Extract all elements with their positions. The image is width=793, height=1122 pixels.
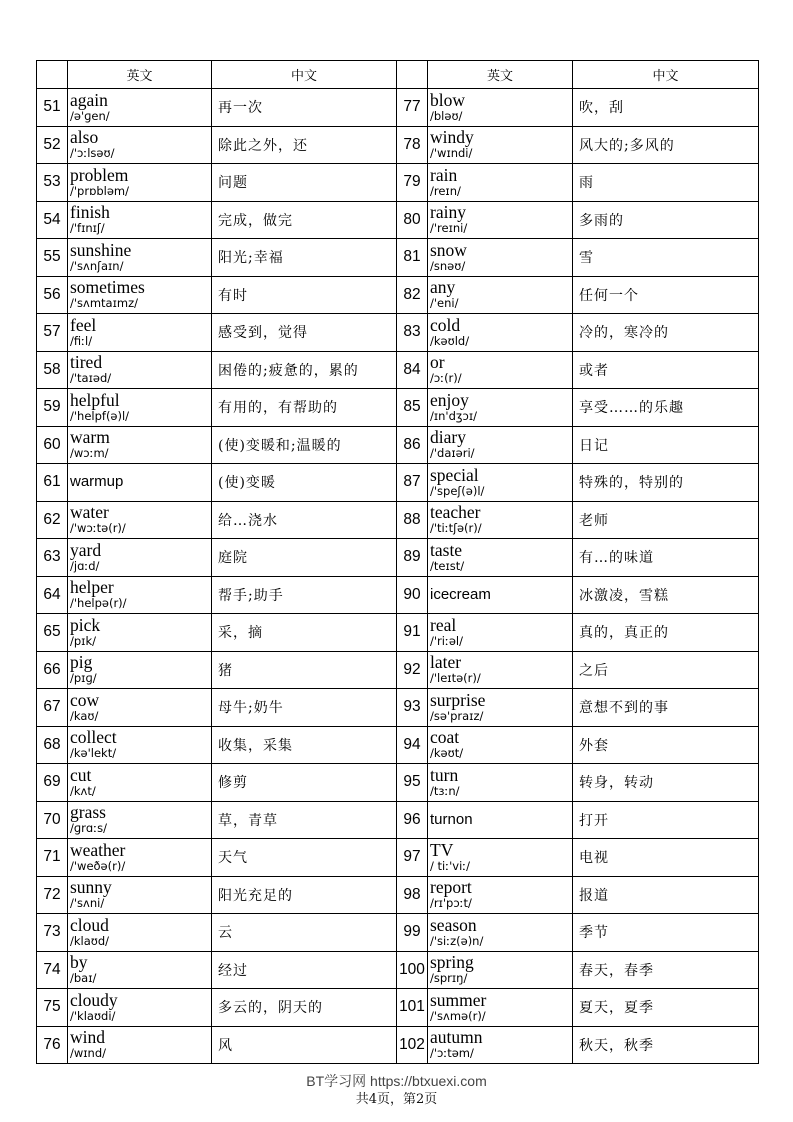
entry-number: 80 [397,201,428,239]
entry-number: 102 [397,1026,428,1064]
english-cell [68,314,212,352]
english-cell [68,164,212,202]
chinese-meaning: 享受……的乐趣 [573,389,759,427]
english-cell [68,126,212,164]
english-word: or [430,352,445,373]
entry-number: 78 [397,126,428,164]
english-cell [428,201,573,239]
phonetic-transcription: /'taɪəd/ [70,371,112,386]
chinese-meaning: 阳光;幸福 [212,239,397,277]
english-word: teacher [430,502,481,523]
english-cell [68,389,212,427]
phonetic-transcription: /bləʊ/ [430,108,463,123]
chinese-meaning: 采，摘 [212,614,397,652]
chinese-meaning: 冰激凌，雪糕 [573,576,759,614]
phonetic-transcription: /klaʊd/ [70,933,110,948]
phonetic-transcription: /'sʌnʃaɪn/ [70,258,124,273]
phonetic-transcription: /ɡrɑːs/ [70,821,107,836]
english-word: by [70,952,88,973]
entry-number: 83 [397,314,428,352]
english-word: collect [70,727,117,748]
english-word: blow [430,89,465,110]
chinese-meaning: 电视 [573,839,759,877]
chinese-meaning: 风大的;多风的 [573,126,759,164]
chinese-meaning: 之后 [573,651,759,689]
english-cell [68,464,212,502]
english-cell [68,239,212,277]
header-number-right [397,61,428,89]
phonetic-transcription: /'leɪtə(r)/ [430,671,481,686]
english-word: sometimes [70,277,145,298]
english-cell [68,651,212,689]
phonetic-transcription: /kəʊld/ [430,333,470,348]
chinese-meaning: 特殊的，特别的 [573,464,759,502]
table-row [37,764,759,802]
english-word: special [430,464,479,485]
english-word: sunshine [70,239,132,260]
english-word: cloudy [70,989,118,1010]
english-word: finish [70,202,110,223]
english-word: weather [70,839,126,860]
chinese-meaning: 转身，转动 [573,764,759,802]
chinese-meaning: 草，青草 [212,801,397,839]
chinese-meaning: 再一次 [212,89,397,127]
chinese-meaning: 修剪 [212,764,397,802]
phonetic-transcription: /'sʌni/ [70,896,105,911]
header-chinese-right: 中文 [573,61,759,89]
english-cell [68,876,212,914]
phonetic-transcription: /'speʃ(ə)l/ [430,483,485,498]
chinese-meaning: 完成，做完 [212,201,397,239]
english-word: diary [430,427,466,448]
english-cell [428,464,573,502]
chinese-meaning: 雪 [573,239,759,277]
table-row [37,314,759,352]
entry-number: 69 [37,764,68,802]
phonetic-transcription: /kʌt/ [70,783,96,798]
phonetic-transcription: /rɪ'pɔːt/ [430,896,472,911]
entry-number: 86 [397,426,428,464]
table-row [37,464,759,502]
entry-number: 93 [397,689,428,727]
english-cell [428,914,573,952]
english-word: TV [430,839,454,860]
chinese-meaning: 春天，春季 [573,951,759,989]
english-cell [68,914,212,952]
table-row [37,351,759,389]
english-cell [428,651,573,689]
chinese-meaning: 真的，真正的 [573,614,759,652]
english-cell [428,276,573,314]
english-word: rainy [430,202,466,223]
english-word: wind [70,1027,105,1048]
chinese-meaning: 帮手;助手 [212,576,397,614]
table-row [37,839,759,877]
english-cell [68,951,212,989]
english-cell [68,989,212,1027]
entry-number: 94 [397,726,428,764]
entry-number: 68 [37,726,68,764]
chinese-meaning: (使)变暖和;温暖的 [212,426,397,464]
english-word: later [430,652,462,673]
english-cell [68,576,212,614]
chinese-meaning: 任何一个 [573,276,759,314]
table-row [37,426,759,464]
entry-number: 64 [37,576,68,614]
entry-number: 79 [397,164,428,202]
footer-site: BT学习网 https://btxuexi.com [306,1073,487,1089]
chinese-meaning: 猪 [212,651,397,689]
entry-number: 67 [37,689,68,727]
phonetic-transcription: /'siːz(ə)n/ [430,933,484,948]
entry-number: 89 [397,539,428,577]
header-english-right: 英文 [428,61,573,89]
table-row [37,501,759,539]
entry-number: 63 [37,539,68,577]
english-word: windy [430,127,474,148]
english-word: warm [70,427,110,448]
entry-number: 55 [37,239,68,277]
english-cell [428,989,573,1027]
phonetic-transcription: /'fɪnɪʃ/ [70,221,105,236]
phonetic-transcription: /ə'ɡen/ [70,108,110,123]
english-cell [428,164,573,202]
chinese-meaning: 感受到，觉得 [212,314,397,352]
phonetic-transcription: /ɔː(r)/ [430,371,462,386]
entry-number: 92 [397,651,428,689]
english-cell [428,839,573,877]
entry-number: 82 [397,276,428,314]
english-cell [68,689,212,727]
chinese-meaning: 除此之外，还 [212,126,397,164]
phonetic-transcription: /'wɪndi/ [430,146,473,161]
phonetic-transcription: /'daɪəri/ [430,446,475,461]
english-word: enjoy [430,389,469,410]
table-row [37,689,759,727]
chinese-meaning: 雨 [573,164,759,202]
table-row [37,389,759,427]
phonetic-transcription: /'sʌmə(r)/ [430,1008,486,1023]
entry-number: 81 [397,239,428,277]
english-word: tired [70,352,103,373]
table-header-row [37,61,759,89]
phonetic-transcription: /'weðə(r)/ [70,858,126,873]
entry-number: 62 [37,501,68,539]
table-row [37,614,759,652]
chinese-meaning: 给…浇水 [212,501,397,539]
chinese-meaning: 有用的，有帮助的 [212,389,397,427]
table-row [37,801,759,839]
chinese-meaning: 问题 [212,164,397,202]
english-cell [428,614,573,652]
english-word: grass [70,802,106,823]
english-word: rain [430,164,458,185]
chinese-meaning: 收集，采集 [212,726,397,764]
english-cell [68,89,212,127]
phonetic-transcription: /kə'lekt/ [70,746,117,761]
english-cell [68,501,212,539]
english-cell [68,726,212,764]
entry-number: 60 [37,426,68,464]
entry-number: 58 [37,351,68,389]
chinese-meaning: 有…的味道 [573,539,759,577]
entry-number: 98 [397,876,428,914]
entry-number: 56 [37,276,68,314]
entry-number: 72 [37,876,68,914]
english-word: season [430,914,477,935]
entry-number: 74 [37,951,68,989]
chinese-meaning: 秋天，秋季 [573,1026,759,1064]
chinese-meaning: 或者 [573,351,759,389]
chinese-meaning: (使)变暖 [212,464,397,502]
entry-number: 52 [37,126,68,164]
entry-number: 99 [397,914,428,952]
english-word: helper [70,577,114,598]
english-cell [428,764,573,802]
phonetic-transcription: /ɪn'dʒɔɪ/ [430,408,478,423]
entry-number: 53 [37,164,68,202]
english-cell [428,126,573,164]
entry-number: 75 [37,989,68,1027]
english-word: yard [70,539,102,560]
phonetic-transcription: /pɪɡ/ [70,671,97,686]
entry-number: 66 [37,651,68,689]
chinese-meaning: 多云的，阴天的 [212,989,397,1027]
phonetic-transcription: /'wɔːtə(r)/ [70,521,126,536]
chinese-meaning: 风 [212,1026,397,1064]
chinese-meaning: 老师 [573,501,759,539]
english-word: turnon [430,810,473,828]
phonetic-transcription: /'ɔːlsəʊ/ [70,146,115,161]
english-word: also [70,127,99,148]
english-cell [68,1026,212,1064]
phonetic-transcription: /'ɔːtəm/ [430,1046,474,1061]
english-cell [68,351,212,389]
header-number-left [37,61,68,89]
english-word: autumn [430,1027,483,1048]
english-word: cloud [70,914,109,935]
chinese-meaning: 外套 [573,726,759,764]
english-word: problem [70,164,129,185]
english-word: feel [70,314,97,335]
english-cell [428,351,573,389]
table-row [37,651,759,689]
chinese-meaning: 多雨的 [573,201,759,239]
english-cell [68,201,212,239]
phonetic-transcription: /wɔːm/ [70,446,109,461]
chinese-meaning: 母牛;奶牛 [212,689,397,727]
english-cell [68,426,212,464]
english-cell [428,1026,573,1064]
english-cell [428,689,573,727]
english-cell [428,314,573,352]
chinese-meaning: 阳光充足的 [212,876,397,914]
english-word: surprise [430,689,486,710]
entry-number: 90 [397,576,428,614]
chinese-meaning: 有时 [212,276,397,314]
phonetic-transcription: /'helpə(r)/ [70,596,127,611]
english-word: warmup [70,473,124,491]
footer-page-number: 共4页，第2页 [355,1092,438,1107]
english-word: taste [430,539,463,560]
chinese-meaning: 报道 [573,876,759,914]
entry-number: 96 [397,801,428,839]
chinese-meaning: 夏天，夏季 [573,989,759,1027]
english-word: pick [70,614,101,635]
phonetic-transcription: /snəʊ/ [430,258,466,273]
table-row [37,1026,759,1064]
phonetic-transcription: /'reɪni/ [430,221,468,236]
phonetic-transcription: /baɪ/ [70,971,97,986]
chinese-meaning: 庭院 [212,539,397,577]
phonetic-transcription: /'tiːtʃə(r)/ [430,521,482,536]
table-row [37,276,759,314]
english-word: coat [430,727,460,748]
entry-number: 71 [37,839,68,877]
vocabulary-table [36,60,759,1064]
english-word: pig [70,652,93,673]
entry-number: 100 [397,951,428,989]
english-cell [68,801,212,839]
english-cell [428,726,573,764]
english-cell [428,576,573,614]
entry-number: 70 [37,801,68,839]
english-cell [428,951,573,989]
table-row [37,914,759,952]
table-row [37,201,759,239]
chinese-meaning: 打开 [573,801,759,839]
english-cell [428,89,573,127]
phonetic-transcription: /reɪn/ [430,183,461,198]
english-cell [68,839,212,877]
english-cell [428,501,573,539]
entry-number: 77 [397,89,428,127]
entry-number: 85 [397,389,428,427]
entry-number: 84 [397,351,428,389]
english-word: cow [70,689,100,710]
phonetic-transcription: /sə'praɪz/ [430,708,484,723]
english-word: water [70,502,109,523]
chinese-meaning: 意想不到的事 [573,689,759,727]
phonetic-transcription: /tɜːn/ [430,783,460,798]
entry-number: 88 [397,501,428,539]
phonetic-transcription: /kəʊt/ [430,746,464,761]
english-word: again [70,89,108,110]
phonetic-transcription: /sprɪŋ/ [430,971,468,986]
english-cell [68,614,212,652]
english-cell [428,426,573,464]
table-row [37,239,759,277]
english-cell [428,239,573,277]
table-row [37,539,759,577]
entry-number: 97 [397,839,428,877]
phonetic-transcription: /fiːl/ [70,333,93,348]
table-row [37,989,759,1027]
phonetic-transcription: /'riːəl/ [430,633,463,648]
header-english-left: 英文 [68,61,212,89]
entry-number: 91 [397,614,428,652]
english-word: any [430,277,456,298]
english-cell [428,539,573,577]
chinese-meaning: 经过 [212,951,397,989]
entry-number: 87 [397,464,428,502]
table-row [37,951,759,989]
english-word: turn [430,764,459,785]
english-word: summer [430,989,487,1010]
table-row [37,576,759,614]
table-row [37,726,759,764]
entry-number: 57 [37,314,68,352]
english-word: helpful [70,389,120,410]
chinese-meaning: 天气 [212,839,397,877]
entry-number: 76 [37,1026,68,1064]
phonetic-transcription: /'helpf(ə)l/ [70,408,130,423]
chinese-meaning: 冷的，寒冷的 [573,314,759,352]
english-cell [428,801,573,839]
english-word: cold [430,314,461,335]
header-chinese-left: 中文 [212,61,397,89]
phonetic-transcription: /wɪnd/ [70,1046,107,1061]
table-row [37,164,759,202]
phonetic-transcription: /'prɒbləm/ [70,183,130,198]
phonetic-transcription: /'eni/ [430,296,459,311]
entry-number: 59 [37,389,68,427]
english-word: snow [430,239,467,260]
english-cell [68,276,212,314]
chinese-meaning: 困倦的;疲惫的，累的 [212,351,397,389]
phonetic-transcription: /kaʊ/ [70,708,99,723]
chinese-meaning: 日记 [573,426,759,464]
entry-number: 54 [37,201,68,239]
entry-number: 101 [397,989,428,1027]
english-word: report [430,877,472,898]
phonetic-transcription: /'sʌmtaɪmz/ [70,296,138,311]
phonetic-transcription: /pɪk/ [70,633,96,648]
table-row [37,876,759,914]
phonetic-transcription: / tiː'viː/ [430,858,471,873]
english-cell [428,389,573,427]
english-word: icecream [430,585,491,603]
phonetic-transcription: /teɪst/ [430,558,465,573]
phonetic-transcription: /'klaʊdi/ [70,1008,116,1023]
english-word: spring [430,952,474,973]
table-row [37,126,759,164]
english-word: real [430,614,457,635]
entry-number: 61 [37,464,68,502]
english-cell [68,764,212,802]
chinese-meaning: 季节 [573,914,759,952]
chinese-meaning: 云 [212,914,397,952]
entry-number: 51 [37,89,68,127]
entry-number: 73 [37,914,68,952]
english-word: sunny [70,877,112,898]
english-word: cut [70,764,92,785]
chinese-meaning: 吹，刮 [573,89,759,127]
table-row [37,89,759,127]
english-cell [68,539,212,577]
entry-number: 65 [37,614,68,652]
english-cell [428,876,573,914]
entry-number: 95 [397,764,428,802]
phonetic-transcription: /jɑːd/ [70,558,100,573]
